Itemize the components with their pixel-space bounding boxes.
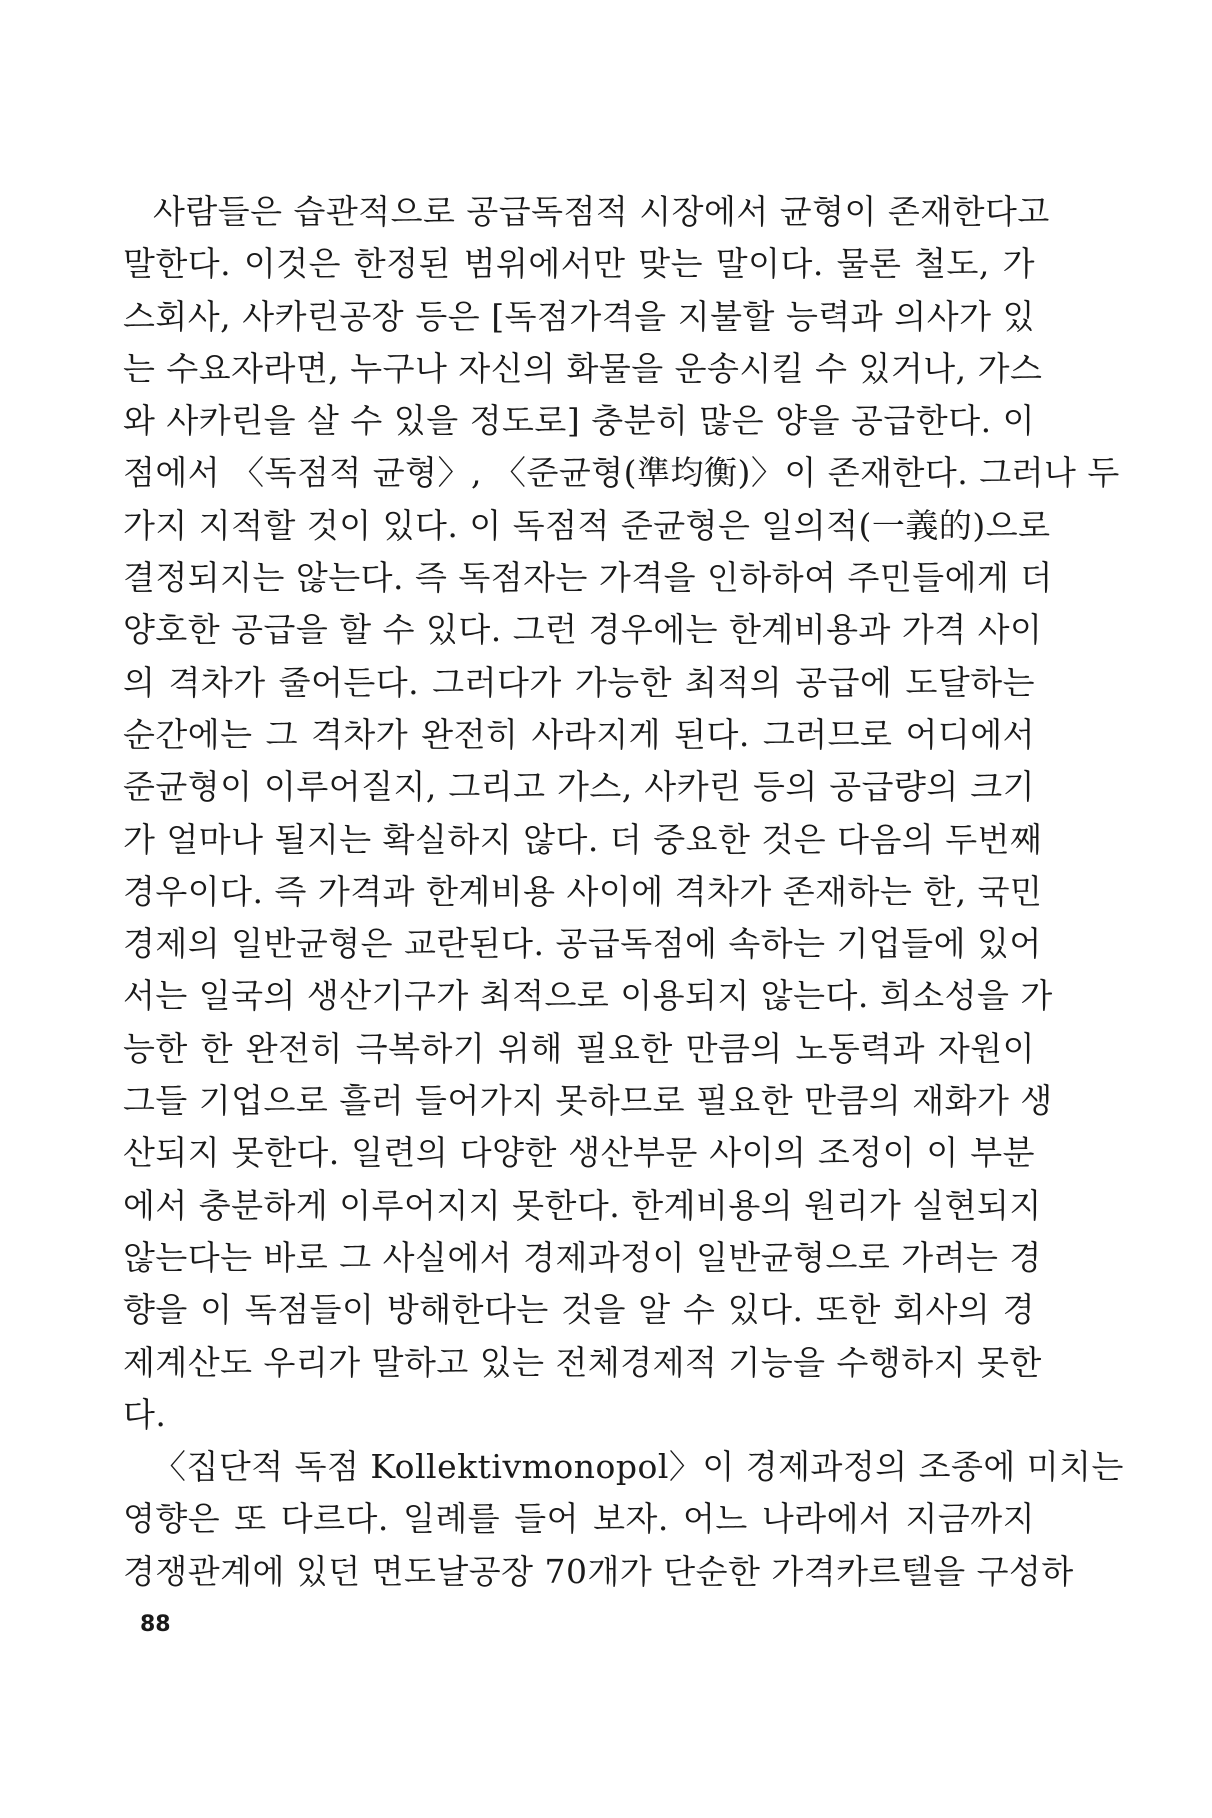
text-line: 말한다. 이것은 한정된 범위에서만 맞는 말이다. 물론 철도, 가 xyxy=(123,244,1035,284)
text-line: 순간에는 그 격차가 완전히 사라지게 된다. 그러므로 어디에서 xyxy=(123,714,1035,754)
text-line: 다. xyxy=(123,1394,167,1434)
text-line: 는 수요자라면, 누구나 자신의 화물을 운송시킬 수 있거나, 가스 xyxy=(123,348,1043,388)
page-number: 88 xyxy=(140,1612,171,1637)
text-line: 제계산도 우리가 말하고 있는 전체경제적 기능을 수행하지 못한 xyxy=(123,1342,1042,1382)
text-line: 경우이다. 즉 가격과 한계비용 사이에 격차가 존재하는 한, 국민 xyxy=(123,871,1043,911)
text-line: 가 얼마나 될지는 확실하지 않다. 더 중요한 것은 다음의 두번째 xyxy=(123,819,1043,859)
text-line: 의 격차가 줄어든다. 그러다가 가능한 최적의 공급에 도달하는 xyxy=(123,662,1035,702)
text-line: 가지 지적할 것이 있다. 이 독점적 준균형은 일의적(一義的)으로 xyxy=(123,505,1051,545)
text-line: 에서 충분하게 이루어지지 못한다. 한계비용의 원리가 실현되지 xyxy=(123,1185,1042,1225)
text-line: 않는다는 바로 그 사실에서 경제과정이 일반균형으로 가려는 경 xyxy=(123,1237,1042,1277)
text-line: 사람들은 습관적으로 공급독점적 시장에서 균형이 존재한다고 xyxy=(153,192,1050,231)
text-line: 〈집단적 독점 Kollektivmonopol〉이 경제과정의 조종에 미치는 xyxy=(153,1447,1124,1487)
text-line: 스회사, 사카린공장 등은 [독점가격을 지불할 능력과 의사가 있 xyxy=(123,296,1035,336)
text-line: 경제의 일반균형은 교란된다. 공급독점에 속하는 기업들에 있어 xyxy=(123,924,1042,964)
text-line: 그들 기업으로 흘러 들어가지 못하므로 필요한 만큼의 재화가 생 xyxy=(123,1081,1053,1121)
text-line: 향을 이 독점들이 방해한다는 것을 알 수 있다. 또한 회사의 경 xyxy=(123,1290,1035,1330)
body-text xyxy=(123,186,1124,1598)
text-line: 와 사카린을 살 수 있을 정도로] 충분히 많은 양을 공급한다. 이 xyxy=(123,401,1035,441)
text-line: 양호한 공급을 할 수 있다. 그런 경우에는 한계비용과 가격 사이 xyxy=(123,610,1043,650)
text-line: 결정되지는 않는다. 즉 독점자는 가격을 인하하여 주민들에게 더 xyxy=(123,558,1053,598)
text-line: 경쟁관계에 있던 면도날공장 70개가 단순한 가격카르텔을 구성하 xyxy=(123,1551,1074,1591)
text-line: 영향은 또 다르다. 일례를 들어 보자. 어느 나라에서 지금까지 xyxy=(123,1499,1035,1539)
text-line: 산되지 못한다. 일련의 다양한 생산부문 사이의 조정이 이 부분 xyxy=(123,1133,1035,1173)
text-line: 능한 한 완전히 극복하기 위해 필요한 만큼의 노동력과 자원이 xyxy=(123,1028,1035,1068)
text-line: 점에서 〈독점적 균형〉, 〈준균형(準均衡)〉이 존재한다. 그러나 두 xyxy=(123,453,1120,493)
text-line: 준균형이 이루어질지, 그리고 가스, 사카린 등의 공급량의 크기 xyxy=(123,767,1035,807)
text-line: 서는 일국의 생산기구가 최적으로 이용되지 않는다. 희소성을 가 xyxy=(123,976,1053,1016)
